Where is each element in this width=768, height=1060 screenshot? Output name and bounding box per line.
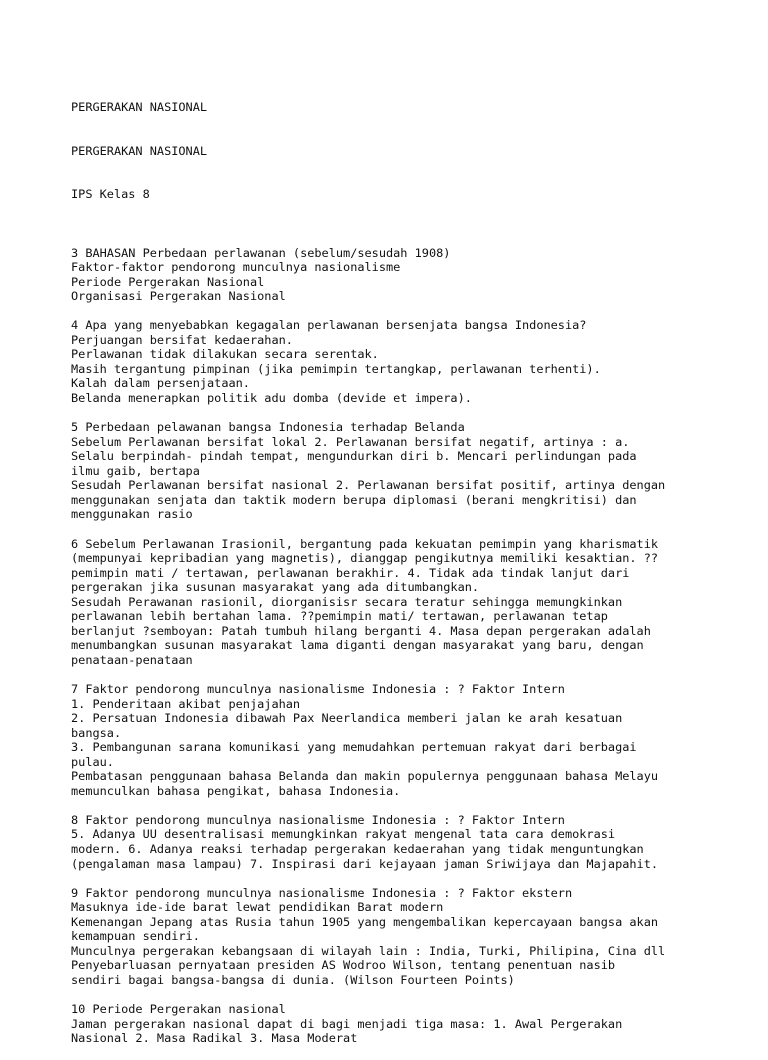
section-block: [71, 813, 761, 871]
text-line: perlawanan lebih bertahan lama. ??pemimpin mati/ tertawan, perlawanan tetap: [71, 609, 608, 624]
section-block: [71, 682, 761, 798]
text-line: Nasional 2. Masa Radikal 3. Masa Moderat: [71, 1031, 358, 1046]
document-subtitle: IPS Kelas 8: [71, 187, 150, 202]
text-line: Masih tergantung pimpinan (jika pemimpin tertangkap, perlawanan terhenti).: [71, 361, 601, 376]
section-gap: [71, 798, 761, 813]
text-line: menggunakan rasio: [71, 507, 193, 522]
text-line: (pengalaman masa lampau) 7. Inspirasi dari kejayaan jaman Sriwijaya dan Majapahit.: [71, 856, 659, 871]
text-line: Selalu berpindah- pindah tempat, mengundurkan diri b. Mencari perlindungan pada: [71, 449, 637, 464]
section-block: [71, 420, 761, 522]
text-line: 1. Penderitaan akibat penjajahan: [71, 696, 301, 711]
section-gap: [71, 987, 761, 1002]
section-block: [71, 886, 761, 988]
section-heading-line: 7 Faktor pendorong munculnya nasionalisme Indonesia : ? Faktor Intern: [71, 681, 565, 696]
text-line: Organisasi Pergerakan Nasional: [71, 289, 286, 304]
section-heading-line: 9 Faktor pendorong munculnya nasionalisme Indonesia : ? Faktor ekstern: [71, 885, 573, 900]
text-line: menggunakan senjata dan taktik modern berupa diplomasi (berani mengkritisi) dan: [71, 492, 637, 507]
text-line: Penyebarluasan pernyataan presiden AS Wodroo Wilson, tentang penentuan nasib: [71, 958, 616, 973]
text-line: Kalah dalam persenjataan.: [71, 376, 250, 391]
text-line: (mempunyai kepribadian yang magnetis), dianggap pengikutnya memiliki kesaktian. ??: [71, 551, 659, 566]
section-heading-line: 6 Sebelum Perlawanan Irasionil, bergantung pada kekuatan pemimpin yang kharismatik: [71, 536, 659, 551]
text-line: Perjuangan bersifat kedaerahan.: [71, 332, 293, 347]
text-line: sendiri bagai bangsa-bangsa di dunia. (Wilson Fourteen Points): [71, 972, 515, 987]
text-line: pemimpin mati / tertawan, perlawanan berakhir. 4. Tidak ada tindak lanjut dari: [71, 565, 630, 580]
section-block: [71, 537, 761, 668]
text-line: berlanjut ?semboyan: Patah tumbuh hilang berganti 4. Masa depan pergerakan adalah: [71, 623, 651, 638]
section-gap: [71, 406, 761, 421]
section-heading-line: 4 Apa yang menyebabkan kegagalan perlawanan bersenjata bangsa Indonesia?: [71, 318, 587, 333]
document-body: [71, 71, 761, 1060]
document-title-repeat: PERGERAKAN NASIONAL: [71, 143, 208, 158]
text-line: Munculnya pergerakan kebangsaan di wilayah lain : India, Turki, Philipina, Cina dll: [71, 943, 666, 958]
section-heading-line: 5 Perbedaan pelawanan bangsa Indonesia terhadap Belanda: [71, 420, 465, 435]
sections-container: [71, 231, 761, 1046]
text-line: bangsa.: [71, 725, 122, 740]
text-line: Kemenangan Jepang atas Rusia tahun 1905 yang mengembalikan kepercayaan bangsa akan: [71, 914, 659, 929]
text-line: Masuknya ide-ide barat lewat pendidikan Barat modern: [71, 900, 444, 915]
section-gap: [71, 871, 761, 886]
text-line: Perlawanan tidak dilakukan secara serentak.: [71, 347, 379, 362]
text-line: memunculkan bahasa pengikat, bahasa Indonesia.: [71, 783, 401, 798]
section-block: [71, 246, 761, 304]
text-line: Jaman pergerakan nasional dapat di bagi menjadi tiga masa: 1. Awal Pergerakan: [71, 1016, 623, 1031]
text-line: Sesudah Perawanan rasionil, diorganisisr secara teratur sehingga memungkinkan: [71, 594, 623, 609]
section-gap: [71, 667, 761, 682]
text-line: Periode Pergerakan Nasional: [71, 274, 265, 289]
section-block: [71, 318, 761, 405]
text-line: kemampuan sendiri.: [71, 929, 200, 944]
section-heading-line: 8 Faktor pendorong munculnya nasionalisme Indonesia : ? Faktor Intern: [71, 812, 565, 827]
text-line: Pembatasan penggunaan bahasa Belanda dan makin populernya penggunaan bahasa Melayu: [71, 769, 659, 784]
text-line: Faktor-faktor pendorong munculnya nasionalisme: [71, 260, 401, 275]
section-gap: [71, 304, 761, 319]
text-line: menumbangkan susunan masyarakat lama diganti dengan masyarakat yang baru, dengan: [71, 638, 644, 653]
text-line: 5. Adanya UU desentralisasi memungkinkan rakyat mengenal tata cara demokrasi: [71, 827, 616, 842]
text-line: pergerakan jika susunan masyarakat yang ada ditumbangkan.: [71, 580, 480, 595]
text-line: modern. 6. Adanya reaksi terhadap pergerakan kedaerahan yang tidak menguntungkan: [71, 841, 644, 856]
section-heading-line: 10 Periode Pergerakan nasional: [71, 1002, 286, 1016]
text-line: Sebelum Perlawanan bersifat lokal 2. Perlawanan bersifat negatif, artinya : a.: [71, 434, 630, 449]
text-line: pulau.: [71, 754, 114, 769]
text-line: ilmu gaib, bertapa: [71, 463, 200, 478]
text-line: penataan-penataan: [71, 652, 193, 667]
section-heading-line: 3 BAHASAN Perbedaan perlawanan (sebelum/sesudah 1908): [71, 245, 451, 260]
section-gap: [71, 522, 761, 537]
text-line: 3. Pembangunan sarana komunikasi yang memudahkan pertemuan rakyat dari berbagai: [71, 740, 637, 755]
text-line: 2. Persatuan Indonesia dibawah Pax Neerlandica memberi jalan ke arah kesatuan: [71, 711, 623, 726]
text-line: Sesudah Perlawanan bersifat nasional 2. Perlawanan bersifat positif, artinya dengan: [71, 478, 666, 493]
section-gap: [71, 231, 761, 246]
document-title: PERGERAKAN NASIONAL: [71, 100, 208, 115]
text-line: Belanda menerapkan politik adu domba (devide et impera).: [71, 391, 472, 406]
